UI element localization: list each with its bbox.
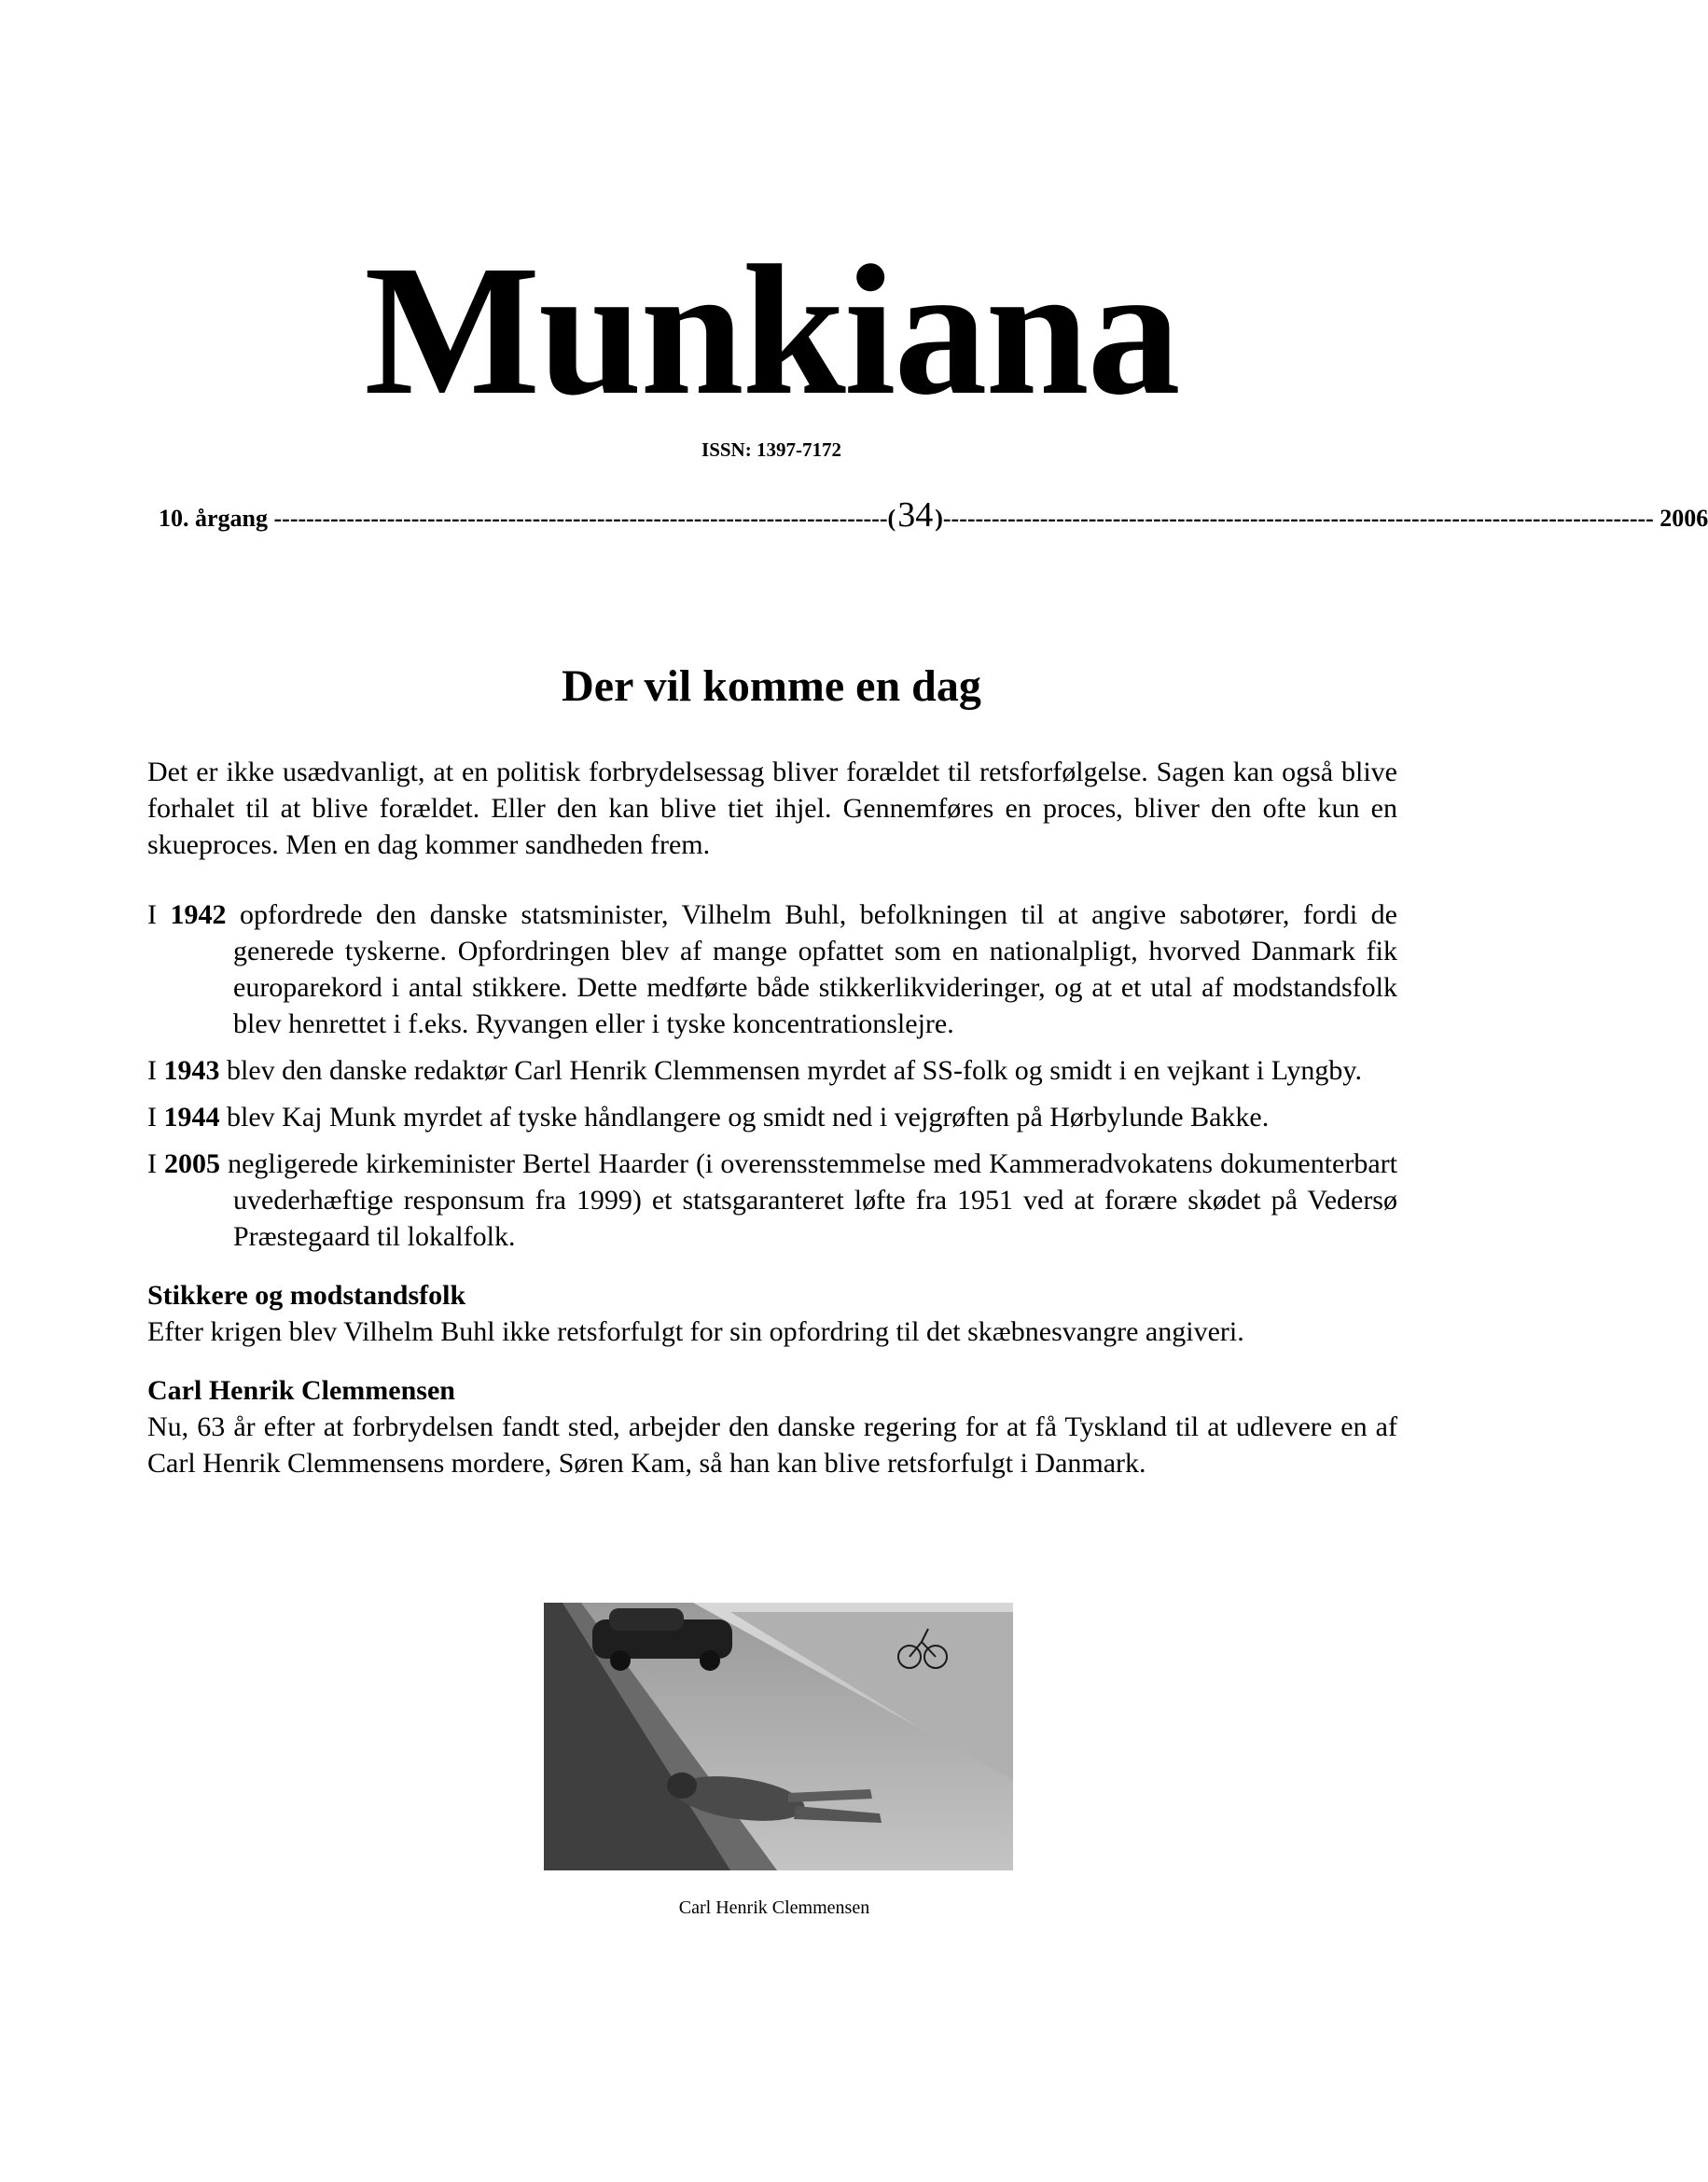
intro-paragraph: Det er ikke usædvanligt, at en politisk forbrydelsessag bliver forældet til retsforfølgelse. Sagen kan også blive forhalet til at blive forældet. Eller den kan blive tiet ihjel. Gennemføres en proces, bliver den ofte kun en skueproces. Men en dag kommer sandheden frem. (147, 757, 1397, 860)
issue-number: 34 (897, 495, 934, 535)
event-prefix: I (147, 1055, 157, 1086)
event-year: 1943 (163, 1055, 220, 1086)
section-text-clemmensen: Nu, 63 år efter at forbrydelsen fandt sted, arbejder den danske regering for at få Tyskland til at udlevere en af Carl Henrik Clemmensens mordere, Søren Kam, så han kan blive retsforfulgt i Danmark. (147, 1411, 1397, 1479)
event-2005 (147, 1146, 1397, 1255)
photo-clemmensen (544, 1603, 1013, 1870)
event-prefix: I (147, 1148, 157, 1179)
event-text: blev Kaj Munk myrdet af tyske håndlangere og smidt ned i vejgrøften på Hørbylunde Bakke. (227, 1102, 1270, 1133)
section-heading-clemmensen: Carl Henrik Clemmensen (147, 1375, 455, 1406)
photo-caption: Carl Henrik Clemmensen (678, 1897, 870, 1918)
section-text-stikkere: Efter krigen blev Vilhelm Buhl ikke retsforfulgt for sin opfordring til det skæbnesvangre angiveri. (147, 1316, 1244, 1347)
event-1944 (147, 1099, 1397, 1135)
event-1942 (147, 896, 1397, 1042)
event-1943 (147, 1052, 1397, 1089)
event-text: opfordrede den danske statsminister, Vilhelm Buhl, befolkningen til at angive sabotører, fordi de generede tyskerne. Opfordringen blev af mange opfattet som en nationalpligt, hvorved Danmark fik europarekord i antal stikkere. Dette medførte både stikkerlikvideringer, og at et utal af modstandsfolk blev henrettet i f.eks. Ryvangen eller i tyske koncentrationslejre. (233, 899, 1397, 1039)
issue-open: ( (887, 505, 896, 532)
event-text: negligerede kirkeminister Bertel Haarder (i overensstemmelse med Kammeradvokatens dokumenterbart uvederhæftige responsum fra 1999) et statsgaranteret løfte fra 1951 ved at forære skødet på Vedersø Præstegaard til lokalfolk. (228, 1148, 1397, 1252)
event-text: blev den danske redaktør Carl Henrik Clemmensen myrdet af SS-folk og smidt i en vejkant i Lyngby. (227, 1055, 1362, 1086)
masthead-title: Munkiana (364, 228, 1179, 434)
event-prefix: I (147, 899, 157, 930)
volume: 10. årgang (159, 505, 268, 532)
section-heading-stikkere: Stikkere og modstandsfolk (147, 1280, 466, 1311)
issn: ISSN: 1397-7172 (701, 438, 841, 461)
article-title: Der vil komme en dag (562, 661, 981, 711)
issue-line (159, 494, 1708, 535)
event-prefix: I (147, 1102, 157, 1133)
photo-illustration (544, 1603, 1013, 1870)
year: 2006 (1659, 505, 1708, 532)
issue-close: ) (935, 505, 943, 532)
event-year: 2005 (164, 1148, 221, 1179)
dash-rule-left: ---------------------------------------------------------------------------- (273, 505, 888, 532)
dash-rule-right: ---------------------------------------------------------------------------------------- (942, 505, 1654, 532)
article-body (147, 754, 1397, 1487)
event-year: 1944 (163, 1102, 220, 1133)
event-year: 1942 (170, 899, 227, 930)
